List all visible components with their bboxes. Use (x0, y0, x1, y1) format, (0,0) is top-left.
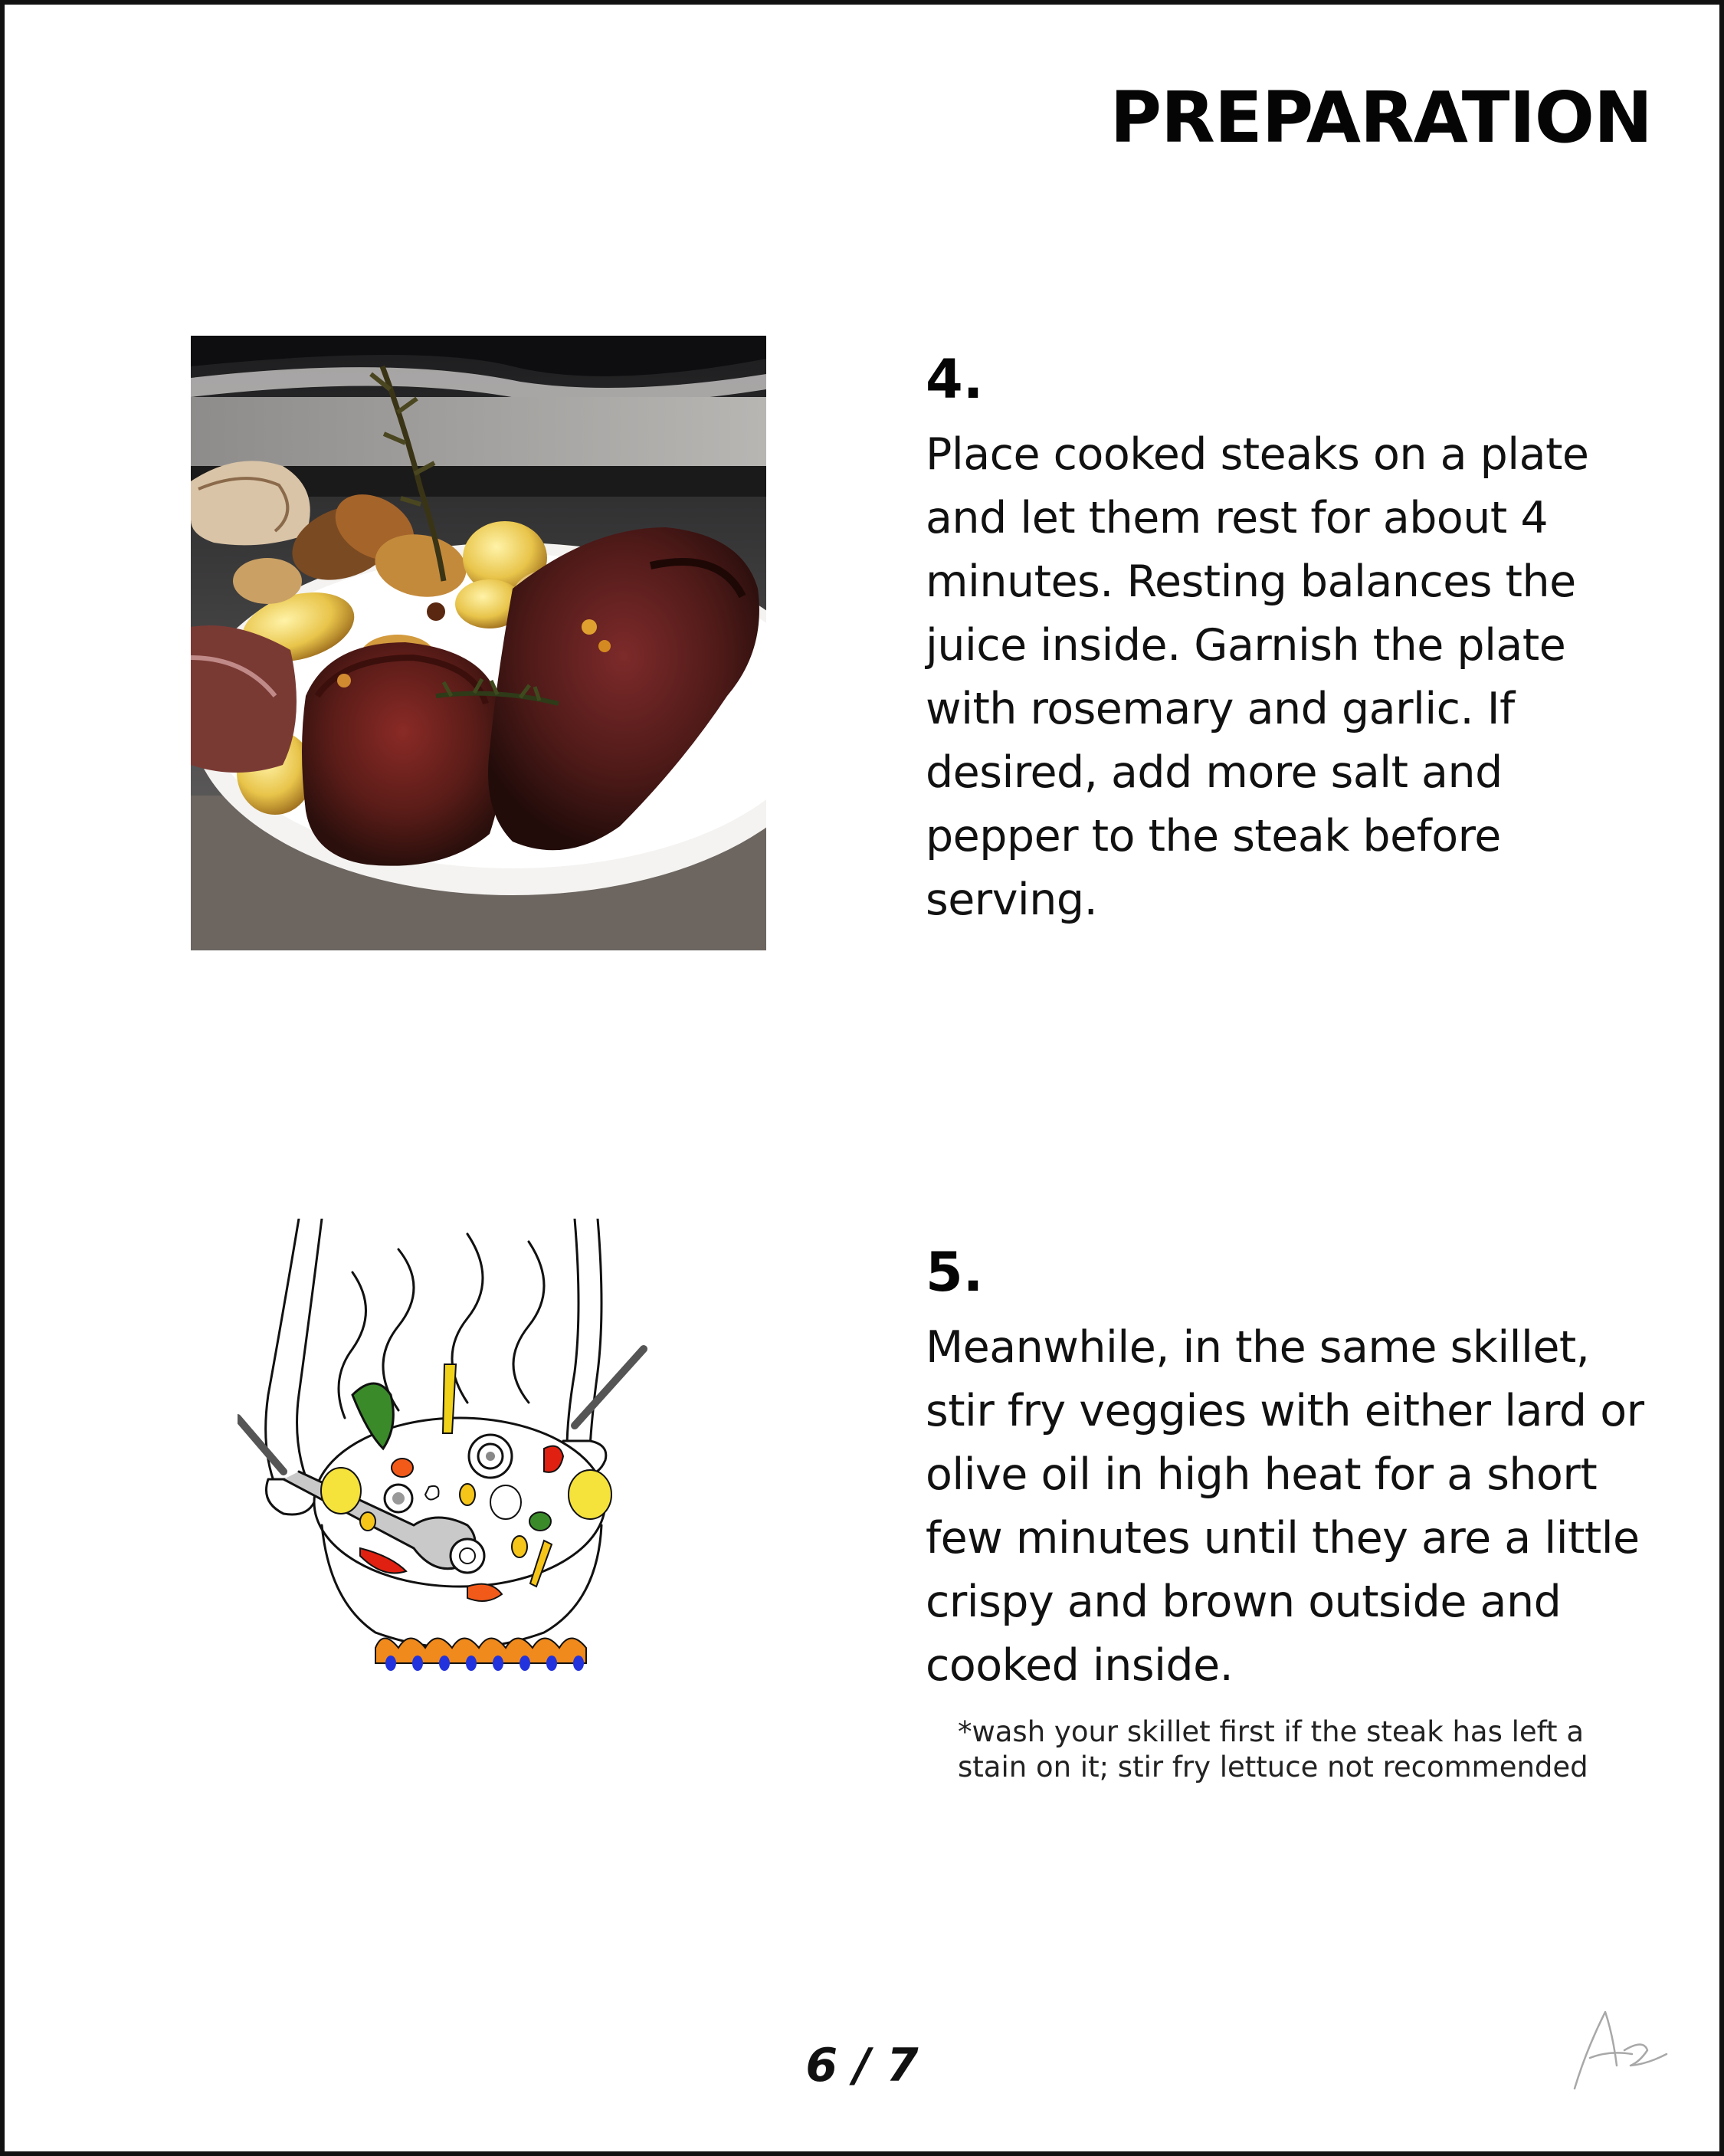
step-instructions: Meanwhile, in the same skillet, stir fry veggies with either lard or olive oil in high heat for a short few minutes until they are a little crispy and brown outside and cooked inside. (926, 1322, 1644, 1691)
step-5 (926, 1241, 1661, 1698)
page-number: 6 / 7 (805, 2039, 919, 2092)
page-title: PREPARATION (1109, 77, 1652, 159)
step-instructions: Place cooked steaks on a plate and let them rest for about 4 minutes. Resting balances the juice inside. Garnish the plate with rosemary and garlic. If desired, add more salt and pepper to the steak before serving. (926, 429, 1589, 925)
step-number: 4. (926, 348, 984, 411)
author-signature (1571, 2004, 1670, 2092)
stir-fry-skillet-drawing (238, 1219, 697, 1686)
steak-plate-photo (191, 336, 766, 950)
step-number: 5. (926, 1241, 984, 1304)
step-5-footnote: *wash your skillet first if the steak has left a stain on it; stir fry lettuce not recommended (958, 1715, 1588, 1784)
step-4 (926, 348, 1661, 932)
